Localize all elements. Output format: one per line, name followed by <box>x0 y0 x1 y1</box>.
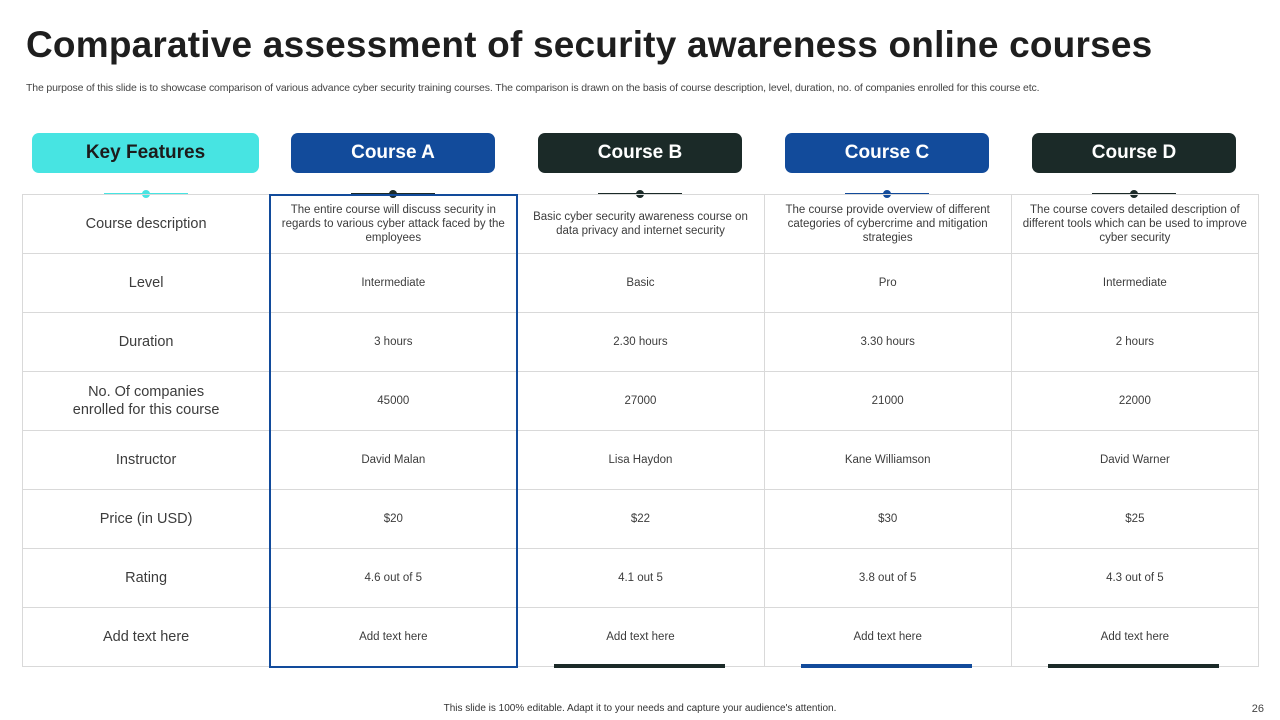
table-cell: 4.6 out of 5 <box>270 549 517 608</box>
table-cell: 4.1 out 5 <box>517 549 764 608</box>
comparison-table <box>22 194 1259 667</box>
table-row <box>23 608 1259 667</box>
table-cell: Basic cyber security awareness course on data privacy and internet security <box>517 195 764 254</box>
feature-label: Course description <box>23 195 270 254</box>
table-cell: Add text here <box>270 608 517 667</box>
table-row <box>23 549 1259 608</box>
table-cell: Pro <box>764 254 1011 313</box>
feature-label: Rating <box>23 549 270 608</box>
table-row <box>23 490 1259 549</box>
table-cell: $22 <box>517 490 764 549</box>
table-row <box>23 431 1259 490</box>
key-features-header: Key Features <box>32 133 259 173</box>
table-cell: $30 <box>764 490 1011 549</box>
course-a-header: Course A <box>291 133 495 173</box>
page-number: 26 <box>1251 703 1264 715</box>
table-cell: The entire course will discuss security in regards to various cyber attack faced by the employees <box>270 195 517 254</box>
table-cell: 3.8 out of 5 <box>764 549 1011 608</box>
table-cell: 3 hours <box>270 313 517 372</box>
table-cell: Kane Williamson <box>764 431 1011 490</box>
table-cell: The course provide overview of different categories of cybercrime and mitigation strategies <box>764 195 1011 254</box>
table-cell: The course covers detailed description of different tools which can be used to improve cyber security <box>1011 195 1258 254</box>
table-cell: Add text here <box>1011 608 1258 667</box>
course-c-bottom-bar <box>801 664 972 668</box>
table-cell: Add text here <box>517 608 764 667</box>
table-row <box>23 254 1259 313</box>
course-c-header: Course C <box>785 133 989 173</box>
table-cell: 2 hours <box>1011 313 1258 372</box>
course-b-bottom-bar <box>554 664 725 668</box>
table-cell: Intermediate <box>1011 254 1258 313</box>
table-cell: 2.30 hours <box>517 313 764 372</box>
table-row <box>23 313 1259 372</box>
feature-label: Level <box>23 254 270 313</box>
slide-title: Comparative assessment of security awareness online courses <box>26 24 1153 65</box>
table-cell: Intermediate <box>270 254 517 313</box>
course-d-header: Course D <box>1032 133 1236 173</box>
table-cell: 45000 <box>270 372 517 431</box>
table-cell: Add text here <box>764 608 1011 667</box>
slide-subtitle: The purpose of this slide is to showcase comparison of various advance cyber security training courses. The comparison is drawn on the basis of course description, level, duration, no. of companies enrolled for this course etc. <box>26 82 1040 94</box>
feature-label: Instructor <box>23 431 270 490</box>
table-row <box>23 195 1259 254</box>
table-row <box>23 372 1259 431</box>
table-cell: David Malan <box>270 431 517 490</box>
table-cell: 4.3 out of 5 <box>1011 549 1258 608</box>
table-cell: 3.30 hours <box>764 313 1011 372</box>
table-cell: David Warner <box>1011 431 1258 490</box>
table-cell: 22000 <box>1011 372 1258 431</box>
table-cell: $25 <box>1011 490 1258 549</box>
table-cell: 21000 <box>764 372 1011 431</box>
feature-label: Price (in USD) <box>23 490 270 549</box>
course-d-bottom-bar <box>1048 664 1219 668</box>
table-cell: Basic <box>517 254 764 313</box>
footer-note: This slide is 100% editable. Adapt it to your needs and capture your audience's attention. <box>443 703 837 714</box>
table-cell: 27000 <box>517 372 764 431</box>
table-cell: Lisa Haydon <box>517 431 764 490</box>
feature-label: No. Of companies enrolled for this course <box>23 372 270 431</box>
table-cell: $20 <box>270 490 517 549</box>
feature-label: Duration <box>23 313 270 372</box>
feature-label: Add text here <box>23 608 270 667</box>
course-b-header: Course B <box>538 133 742 173</box>
